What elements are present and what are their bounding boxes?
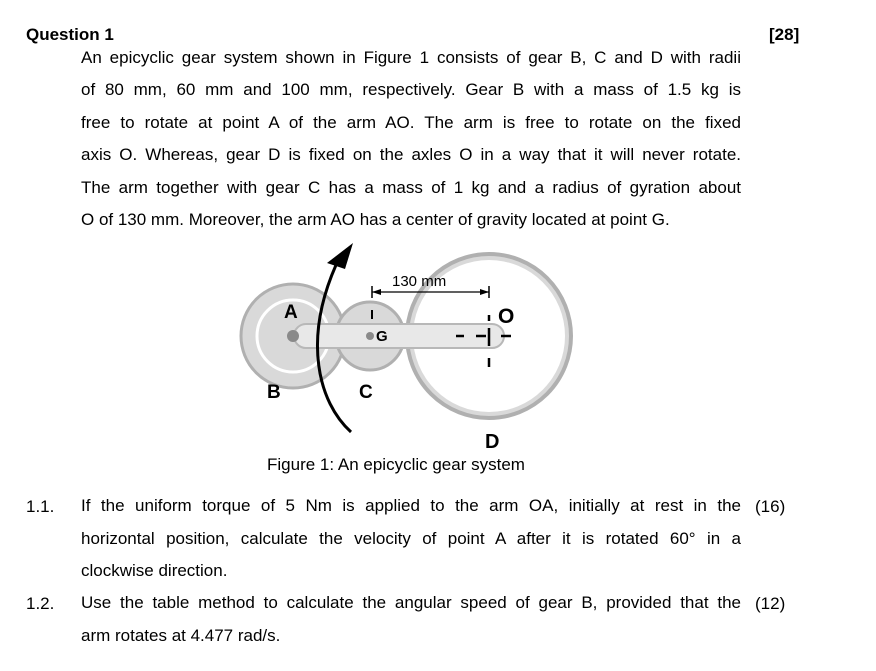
question-total-marks: [28] xyxy=(769,25,800,44)
subquestion-marks: (16) xyxy=(755,497,786,516)
dimension-arrow-left xyxy=(372,289,381,295)
label-c: C xyxy=(359,382,373,403)
subquestion-line: clockwise direction. xyxy=(81,561,228,580)
arm-ao xyxy=(294,324,504,348)
pin-a xyxy=(287,330,299,342)
rotation-arrowhead xyxy=(327,243,353,269)
subquestion-line: If the uniform torque of 5 Nm is applied to the arm OA, initially at rest in the xyxy=(81,496,741,515)
figure-caption: Figure 1: An epicyclic gear system xyxy=(267,455,525,474)
point-g xyxy=(366,332,374,340)
intro-line: of 80 mm, 60 mm and 100 mm, respectively. Gear B with a mass of 1.5 kg is xyxy=(81,80,741,99)
subquestion-number: 1.1. xyxy=(26,497,55,516)
label-a: A xyxy=(284,302,298,323)
subquestion-line: horizontal position, calculate the velocity of point A after it is rotated 60° in a xyxy=(81,529,741,548)
label-o: O xyxy=(498,305,515,328)
question-title: Question 1 xyxy=(26,25,114,44)
label-b: B xyxy=(267,382,281,403)
dimension-label: 130 mm xyxy=(392,273,447,290)
intro-line: O of 130 mm. Moreover, the arm AO has a center of gravity located at point G. xyxy=(81,210,670,229)
intro-line: The arm together with gear C has a mass of 1 kg and a radius of gyration about xyxy=(81,178,741,197)
label-d: D xyxy=(485,431,500,450)
intro-line: axis O. Whereas, gear D is fixed on the axles O in a way that it will never rotate. xyxy=(81,145,741,164)
epicyclic-gear-figure xyxy=(234,240,579,450)
intro-line: free to rotate at point A of the arm AO. The arm is free to rotate on the fixed xyxy=(81,113,741,132)
subquestion-number: 1.2. xyxy=(26,594,55,613)
subquestion-line: arm rotates at 4.477 rad/s. xyxy=(81,626,281,645)
intro-line: An epicyclic gear system shown in Figure 1 consists of gear B, C and D with radii xyxy=(81,48,741,67)
label-g: G xyxy=(376,328,388,345)
subquestion-marks: (12) xyxy=(755,594,786,613)
subquestion-line: Use the table method to calculate the angular speed of gear B, provided that the xyxy=(81,593,741,612)
